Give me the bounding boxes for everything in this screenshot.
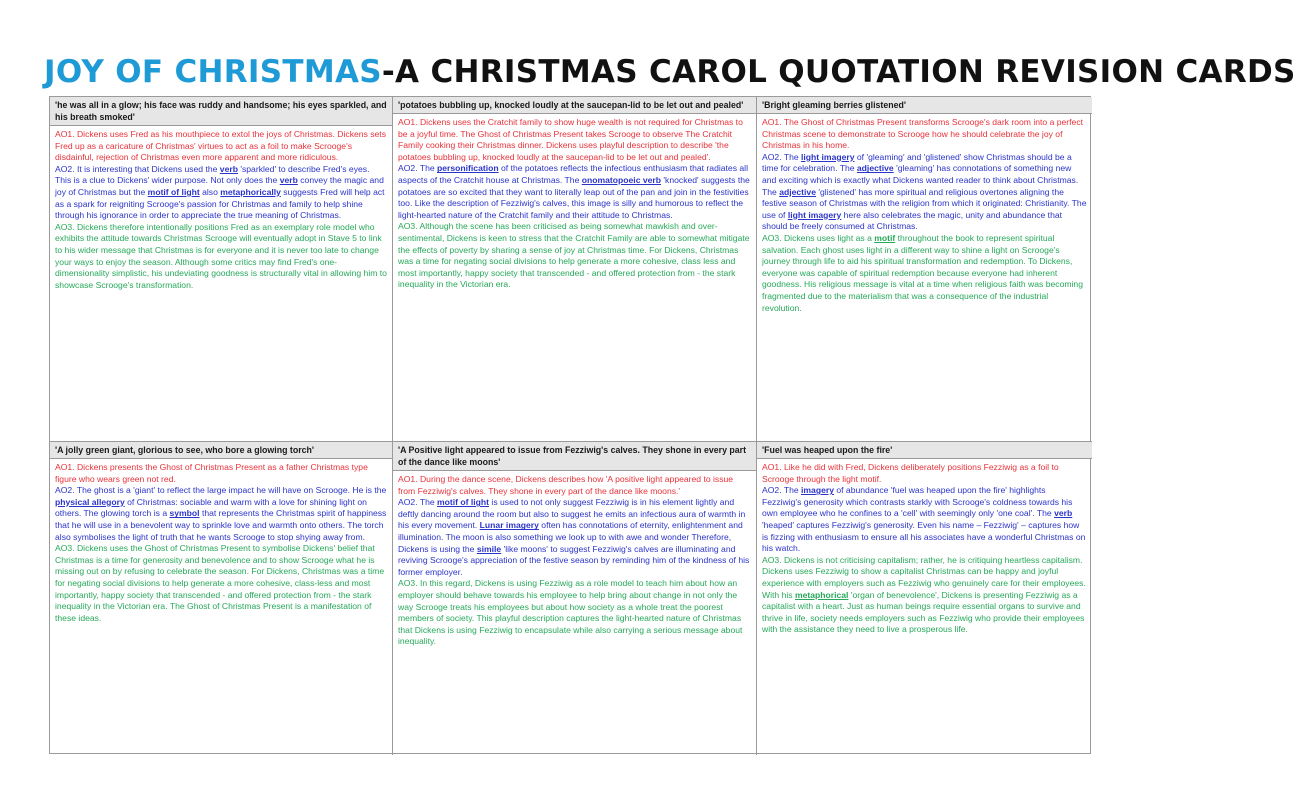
key-term: light imagery (801, 151, 855, 162)
card-body (757, 459, 1092, 636)
ao2-text: AO2. The motif of light is used to not only suggest Fezziwig is in his element lightly and deftly dancing around the room but also to suggest he emits an infectious aura of warmth in his every movement. Lunar imagery often has connotations of eternity, enlightenment and illumination. The moon is also something we look up to with awe and wonder Therefore, Dickens is using the simile 'like moons' to suggest Fezziwig's calves are illuminating and reviving Scrooge's appreciation of the festive season by reminding him of the kindness of his former employer. (398, 497, 750, 577)
key-term: simile (476, 543, 502, 554)
key-term: metaphorical (794, 589, 849, 600)
key-term: adjective (856, 163, 894, 174)
key-term: light imagery (787, 209, 842, 220)
key-term: onomatopoeic verb (581, 174, 662, 185)
key-term: motif (874, 232, 896, 243)
card-body (393, 471, 756, 648)
ao1-text: AO1. The Ghost of Christmas Present transforms Scrooge's dark room into a perfect Christmas scene to demonstrate to Scrooge how he should celebrate the joy of Christmas in his home. (762, 117, 1084, 151)
key-term: Lunar imagery (479, 520, 539, 531)
revision-card (50, 97, 393, 442)
card-quote: 'A jolly green giant, glorious to see, who bore a glowing torch' (50, 442, 392, 459)
card-quote: 'A Positive light appeared to issue from Fezziwig's calves. They shone in every part of the dance like moons' (393, 442, 756, 471)
key-term: personification (437, 163, 499, 174)
key-term: motif of light (147, 186, 200, 197)
card-body (50, 126, 392, 291)
key-term: imagery (801, 485, 834, 496)
revision-card-grid (49, 96, 1091, 754)
ao1-text: AO1. Like he did with Fred, Dickens deliberately positions Fezziwig as a foil to Scrooge through the light motif. (762, 462, 1059, 484)
key-term: metaphorically (220, 186, 281, 197)
revision-card (757, 442, 1092, 755)
ao1-text: AO1. Dickens uses the Cratchit family to show huge wealth is not required for Christmas to be a joyful time. The Ghost of Christmas Present takes Scrooge to observe The Cratchit Family cooking their Christmas dinner. Dickens uses playful description to describe 'the potatoes bubbling up, knocked loudly at the saucepan-lid to be let out and pealed'. (398, 117, 743, 162)
key-term: physical allegory (55, 496, 125, 507)
ao3-text: AO3. Dickens is not criticising capitalism; rather, he is critiquing heartless capitalism. Dickens uses Fezziwig to show a capitalist Christmas can be happy and joyful experience with employers such as Fezziwig who genuinely care for their employees. With his metaphorical 'organ of benevolence', Dickens is presenting Fezziwig as a capitalist with a heart. Just as human beings require essential organs to survive and thrive in life, society needs employers such as Fezziwig who provide their employees with the assistance they need to live a prosperous life. (762, 554, 1086, 635)
ao3-text: AO3. Dickens uses light as a motif throughout the book to represent spiritual salvation. Each ghost uses light in a different way to shine a light on Scrooge's journey through life to aid his spiritual transformation and redemption. To Dickens, everyone was capable of spiritual redemption because everyone had inherent goodness. His religious message is vital at a time when religious faith was becoming fragmented due to the materialism that was a consequence of the industrial revolution. (762, 232, 1083, 313)
revision-card (50, 442, 393, 755)
ao3-text: AO3. In this regard, Dickens is using Fezziwig as a role model to teach him about how an employer should behave towards his employee to help bring about change in not only the way Scrooge treats his employees but about how society as a whole treat the poorest members of society. This playful description captures the light-hearted nature of Christmas that Dickens is using Fezziwig to encapsulate while also carrying a serious message about inequality. (398, 578, 743, 647)
ao2-text: AO2. The ghost is a 'giant' to reflect the large impact he will have on Scrooge. He is the physical allegory of Christmas: sociable and warm with a love for shining light on others. The glowing torch is a symbol that represents the Christmas spirit of happiness that he will use in a benevolent way to sprinkle love and warmth onto others. The torch also symbolises the light of truth that he wants Scrooge to stop shying away from. (55, 485, 387, 542)
card-body (50, 459, 392, 624)
key-term: verb (1054, 508, 1073, 519)
card-quote: 'he was all in a glow; his face was ruddy and handsome; his eyes sparkled, and his breath smoked' (50, 97, 392, 126)
title-main: -A CHRISTMAS CAROL QUOTATION REVISION CARDS (381, 54, 1296, 90)
key-term: motif of light (437, 497, 490, 508)
ao1-text: AO1. Dickens uses Fred as his mouthpiece to extol the joys of Christmas. Dickens sets Fred up as a caricature of Christmas' virtues to act as a foil to make Scrooge's disdainful, rejection of Christmas even more apparent and more ridiculous. (55, 129, 386, 163)
ao2-text: AO2. It is interesting that Dickens used the verb 'sparkled' to describe Fred's eyes. This is a clue to Dickens' wider purpose. Not only does the verb convey the magic and joy of Christmas but the motif of light also metaphorically suggests Fred will help act as a spark for reigniting Scrooge's passion for Christmas and family to help shine through his ignorance in order to appreciate the true meaning of Christmas. (55, 163, 385, 221)
ao2-text: AO2. The personification of the potatoes reflects the infectious enthusiasm that radiates all aspects of the Cratchit house at Christmas. The onomatopoeic verb 'knocked' suggests the potatoes are so excited that they want to literally leap out of the pan and join in the festivities too. Like the description of Fezziwig's calves, this image is silly and humorous to reflect the light-hearted nature of the Cratchit family and their attitude to Christmas. (398, 163, 750, 220)
key-term: verb (219, 163, 238, 174)
page-title (44, 50, 1296, 94)
card-quote: 'potatoes bubbling up, knocked loudly at the saucepan-lid to be let out and pealed' (393, 97, 756, 114)
ao3-text: AO3. Dickens therefore intentionally positions Fred as an exemplary role model who exhibits the attitude towards Christmas Scrooge will eventually adopt in Stave 5 to link to his wider message that Christmas is for everyone and it is never too late to change your ways to enjoy the season. Although some critics may find Fred's one-dimensionality simplistic, his undeviating goodness is structurally vital in allowing him to showcase Scrooge's transformation. (55, 221, 387, 290)
card-quote: 'Fuel was heaped upon the fire' (757, 442, 1092, 459)
key-term: symbol (169, 508, 200, 519)
ao1-text: AO1. During the dance scene, Dickens describes how 'A positive light appeared to issue from Fezziwig's calves. They shone in every part of the dance like moons.' (398, 474, 734, 496)
key-term: verb (279, 175, 298, 186)
revision-card (757, 97, 1092, 442)
revision-card (393, 442, 757, 755)
card-body (393, 114, 756, 291)
ao1-text: AO1. Dickens presents the Ghost of Christmas Present as a father Christmas type figure who wears green not red. (55, 462, 368, 484)
ao3-text: AO3. Although the scene has been criticised as being somewhat mawkish and over-sentimental, Dickens is keen to stress that the Cratchit Family are able to somewhat mitigate the effects of poverty by sharing a sense of joy at Christmas time. For Dickens, Christmas was a time for negating social divisions to help generate a more cohesive, class less and most importantly, happy society that transcended - and offered protection from - the stark inequality in the Victorian era. (398, 221, 750, 290)
ao2-text: AO2. The imagery of abundance 'fuel was heaped upon the fire' highlights Fezziwig's generosity which contrasts starkly with Scrooge's coldness towards his own employee who he confines to a 'cell' with seemingly only 'one coal'. The verb 'heaped' captures Fezziwig's generosity. Even his name – Fezziwig' – captures how is fizzing with enthusiasm to ensure all his associates have a wonderful Christmas on his watch. (762, 485, 1086, 554)
title-accent: JOY OF CHRISTMAS (44, 54, 382, 90)
card-quote: 'Bright gleaming berries glistened' (757, 97, 1092, 114)
revision-card (393, 97, 757, 442)
key-term: adjective (779, 186, 816, 197)
ao3-text: AO3. Dickens uses the Ghost of Christmas Present to symbolise Dickens' belief that Christmas is a time for generosity and benevolence and to show Scrooge what he is missing out on by refusing to celebrate the season. For Dickens, Christmas was a time for negating social divisions to help generate a more cohesive, class-less and most importantly, happy society that transcended - and offered protection from - the stark inequality in the Victorian era. The Ghost of Christmas Present is a manifestation of these ideas. (55, 543, 385, 623)
ao2-text: AO2. The light imagery of 'gleaming' and 'glistened' show Christmas should be a time for celebration. The adjective 'gleaming' has connotations of something new and exciting which is exactly what Dickens wanted reader to think about Christmas. The adjective 'glistened' has more spiritual and religious overtones aligning the festive season of Christmas with the religion from which it originated: Christianity. The use of light imagery here also celebrates the magic, unity and abundance that should be freely consumed at Christmas. (762, 151, 1087, 232)
card-body (757, 114, 1092, 314)
